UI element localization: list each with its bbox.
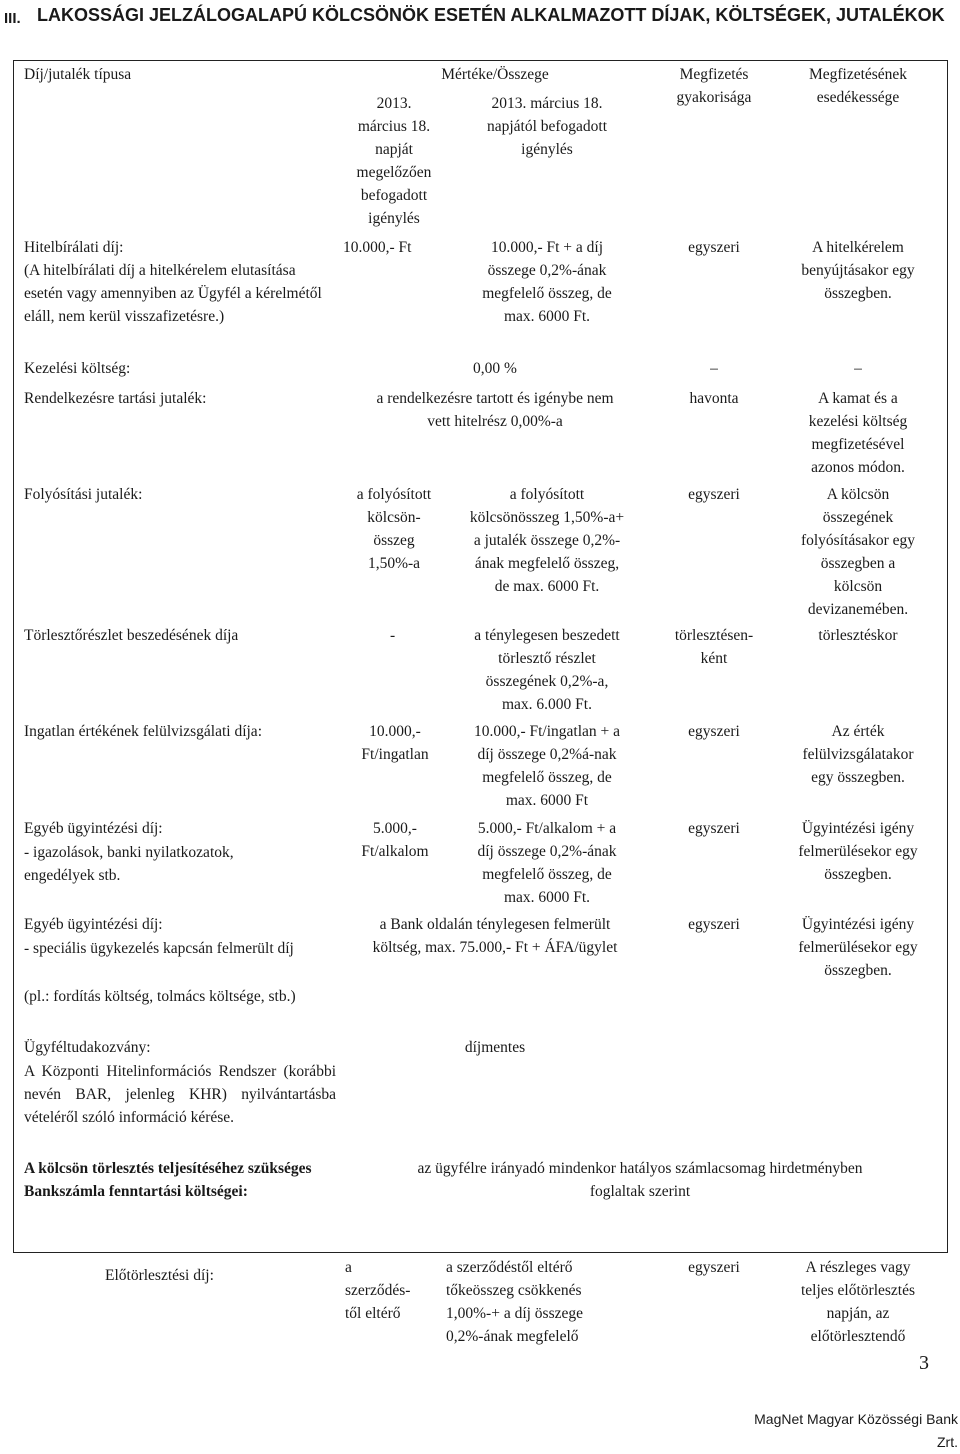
header-before-date: 2013. március 18. napját megelőzően befogadott igénylés (356, 95, 432, 227)
row-folyositasi-title: Folyósítási jutalék: (24, 486, 143, 503)
row-egyeb1-before: 5.000,- Ft/alkalom (361, 820, 429, 860)
row-egyeb1-due: Ügyintézési igény felmerülésekor egy összegben. (798, 820, 918, 883)
row-egyeb1-subtitle: - igazolások, banki nyilatkozatok, engedélyek stb. (24, 844, 234, 884)
row-egyeb2-amount: a Bank oldalán ténylegesen felmerült költség, max. 75.000,- Ft + ÁFA/ügylet (372, 916, 618, 956)
row-kezelesi-frequency: – (710, 360, 718, 377)
row-kezelesi-due: – (854, 360, 862, 377)
row-ugyfeltud-title: Ügyféltudakozvány: (24, 1039, 151, 1056)
row-rendelkezesre-amount: a rendelkezésre tartott és igénybe nem vett hitelrész 0,00%-a (376, 390, 614, 430)
row-folyositasi-before: a folyósított kölcsön- összeg 1,50%-a (356, 486, 432, 572)
row-folyositasi-frequency: egyszeri (688, 486, 740, 503)
row-ugyfeltud-note: A Központi Hitelinformációs Rendszer (korábbi nevén BAR, jelenleg KHR) nyilvántartásba vételéről szóló információ kérése. (24, 1063, 336, 1126)
row-hitelbiralati-title: Hitelbírálati díj: (24, 239, 124, 256)
row-kezelesi-title: Kezelési költség: (24, 360, 131, 377)
row-hitelbiralati-due: A hitelkérelem benyújtásakor egy összegben. (801, 239, 915, 302)
row-egyeb1-frequency: egyszeri (688, 820, 740, 837)
row-torleszto-due: törlesztéskor (818, 627, 898, 644)
row-bankszamla-amount: az ügyfélre irányadó mindenkor hatályos számlacsomag hirdetményben foglaltak szerint (417, 1160, 863, 1200)
header-after-date: 2013. március 18. napjától befogadott igénylés (486, 95, 608, 158)
row-egyeb2-note: (pl.: fordítás költség, tolmács költsége, stb.) (24, 988, 296, 1005)
header-frequency: Megfizetés gyakorisága (676, 66, 752, 106)
row-egyeb1-title: Egyéb ügyintézési díj: (24, 820, 163, 837)
row-hitelbiralati-note: (A hitelbírálati díj a hitelkérelem elutasítása esetén vagy amennyiben az Ügyfél a kérelmétől eláll, nem kerül visszafizetésre.) (24, 262, 322, 325)
row-folyositasi-due: A kölcsön összegének folyósításakor egy összegben a kölcsön devizanemében. (800, 486, 916, 618)
section-heading: LAKOSSÁGI JELZÁLOGALAPÚ KÖLCSÖNÖK ESETÉN ALKALMAZOTT DÍJAK, KÖLTSÉGEK, JUTALÉKOK (37, 5, 945, 25)
row-rendelkezesre-due: A kamat és a kezelési költség megfizetésével azonos módon. (808, 390, 908, 476)
row-egyeb1-after: 5.000,- Ft/alkalom + a díj összege 0,2%-ának megfelelő összeg, de max. 6000 Ft. (477, 820, 617, 906)
row-ingatlan-title: Ingatlan értékének felülvizsgálati díja: (24, 723, 262, 740)
row-ingatlan-frequency: egyszeri (688, 723, 740, 740)
row-egyeb2-due: Ügyintézési igény felmerülésekor egy összegben. (798, 916, 918, 979)
section-number: III. (4, 10, 21, 27)
row-ingatlan-after: 10.000,- Ft/ingatlan + a díj összege 0,2%á-nak megfelelő összeg, de max. 6000 Ft (473, 723, 621, 809)
header-amount: Mértéke/Összege (441, 66, 549, 83)
row-hitelbiralati-after: 10.000,- Ft + a díj összege 0,2%-ának megfelelő összeg, de max. 6000 Ft. (482, 239, 612, 325)
row-elotorlesztesi-title: Előtörlesztési díj: (105, 1267, 214, 1284)
row-ingatlan-before: 10.000,- Ft/ingatlan (361, 723, 429, 763)
row-torleszto-frequency: törlesztésen- ként (674, 627, 754, 667)
row-kezelesi-amount: 0,00 % (473, 360, 517, 377)
row-egyeb2-frequency: egyszeri (688, 916, 740, 933)
row-rendelkezesre-frequency: havonta (689, 390, 739, 407)
row-bankszamla-title: A kölcsön törlesztés teljesítéséhez szükséges Bankszámla fenntartási költségei: (24, 1160, 312, 1200)
row-hitelbiralati-frequency: egyszeri (688, 239, 740, 256)
row-elotorlesztesi-due: A részleges vagy teljes előtörlesztés napján, az előtörlesztendő (800, 1259, 916, 1345)
page-number: 3 (919, 1352, 929, 1374)
row-ugyfeltud-amount: díjmentes (464, 1039, 526, 1056)
row-torleszto-before: - (390, 627, 396, 644)
header-fee-type: Díj/jutalék típusa (24, 66, 132, 83)
row-folyositasi-after: a folyósított kölcsönösszeg 1,50%-a+ a jutalék összege 0,2%- ának megfelelő összeg, de max. 6000 Ft. (469, 486, 625, 595)
row-torleszto-title: Törlesztőrészlet beszedésének díja (24, 627, 239, 644)
row-ingatlan-due: Az érték felülvizsgálatakor egy összegben. (802, 723, 914, 786)
row-elotorlesztesi-frequency: egyszeri (688, 1259, 740, 1276)
row-torleszto-after: a ténylegesen beszedett törlesztő részlet összegének 0,2%-a, max. 6.000 Ft. (474, 627, 620, 713)
row-hitelbiralati-before: 10.000,- Ft (343, 239, 412, 256)
row-elotorlesztesi-after: a szerződéstől eltérő tőkeösszeg csökkenés 1,00%-+ a díj összege 0,2%-ának megfelelő (446, 1259, 584, 1345)
row-egyeb2-subtitle: - speciális ügykezelés kapcsán felmerült díj (24, 940, 294, 957)
header-due: Megfizetésének esedékessége (808, 66, 908, 106)
row-egyeb2-title: Egyéb ügyintézési díj: (24, 916, 163, 933)
footer-bank-name: MagNet Magyar Közösségi Bank Zrt. (754, 1411, 958, 1450)
row-rendelkezesre-title: Rendelkezésre tartási jutalék: (24, 390, 207, 407)
row-elotorlesztesi-before: a szerződés- től eltérő (345, 1259, 411, 1322)
